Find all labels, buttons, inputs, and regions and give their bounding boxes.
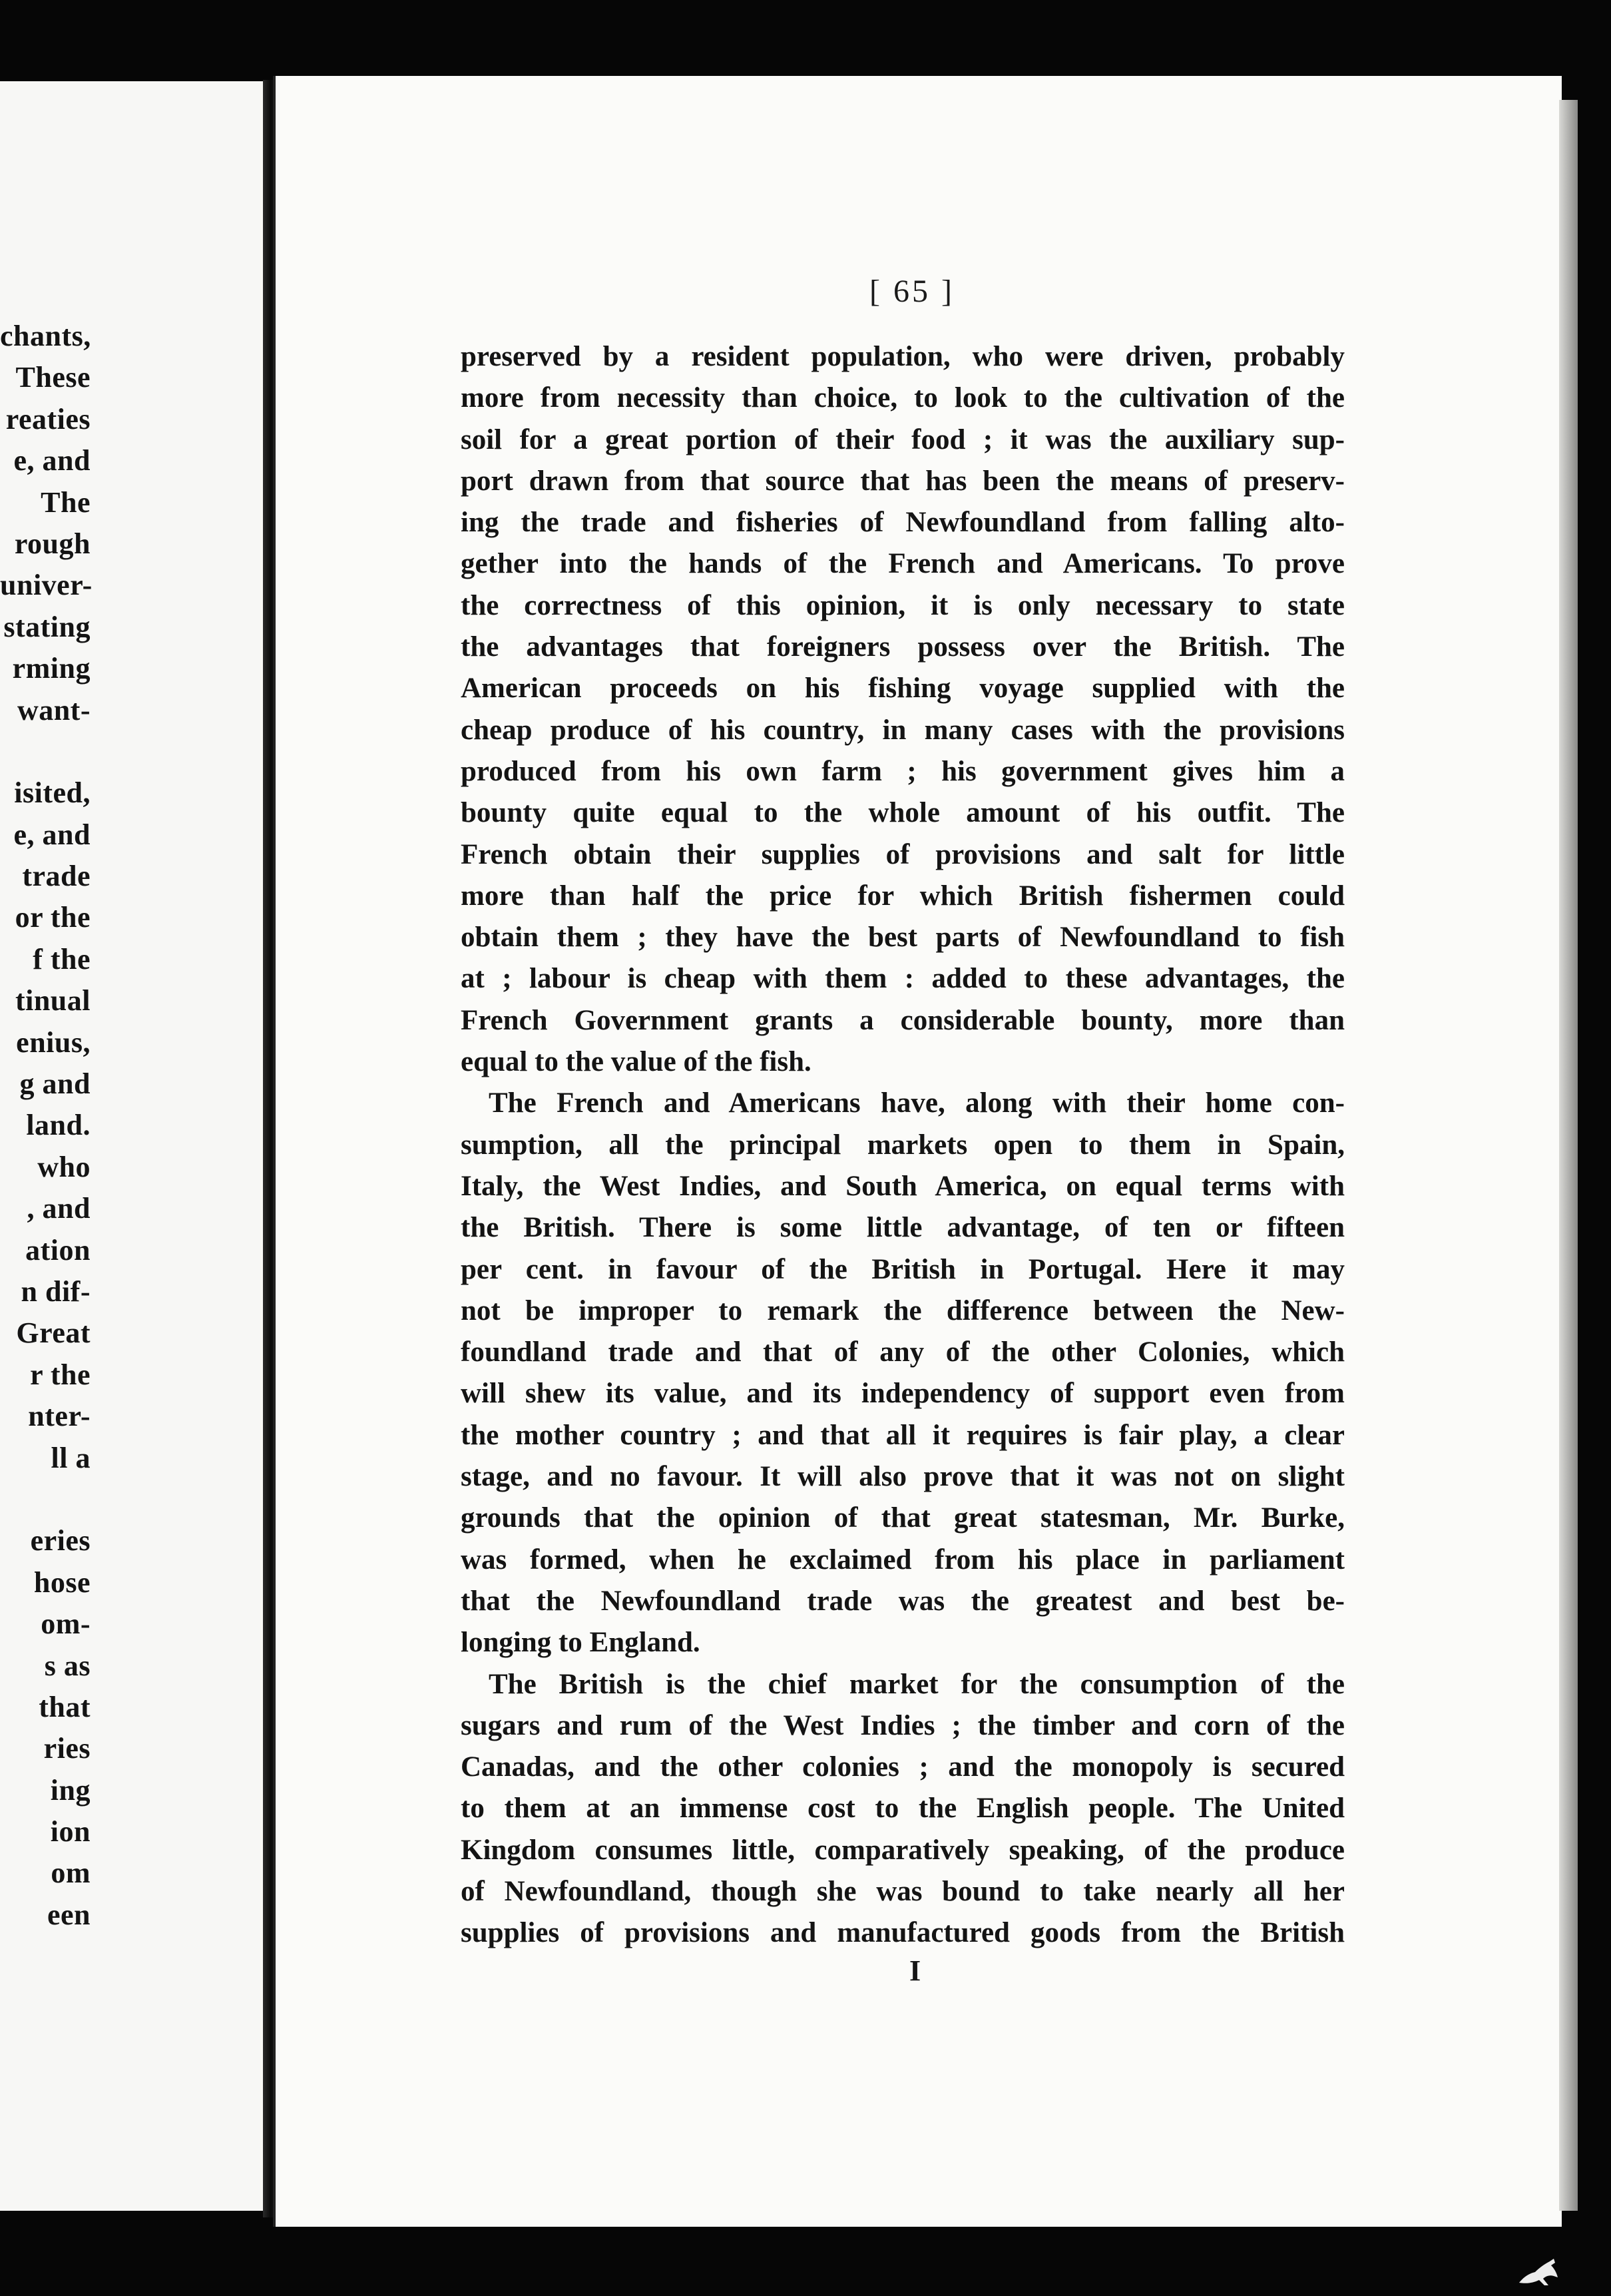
left-line: ation	[25, 1233, 91, 1267]
body-line: grounds that the opinion of that great statesman, Mr. Burke,	[461, 1502, 1345, 1534]
body-line: to them at an immense cost to the English people. The United	[461, 1793, 1345, 1825]
left-line: r the	[30, 1358, 91, 1391]
body-line: port drawn from that source that has been the means of preserv-	[461, 465, 1345, 497]
left-line: enius,	[16, 1025, 91, 1059]
body-line: gether into the hands of the French and Americans. To prove	[461, 548, 1345, 580]
left-line: ing	[50, 1773, 91, 1807]
left-line: land.	[26, 1109, 91, 1142]
left-line: om-	[41, 1607, 91, 1641]
left-line: These	[15, 361, 91, 394]
body-line: that the Newfoundland trade was the greatest and best be-	[461, 1585, 1345, 1617]
left-line: ries	[43, 1732, 91, 1765]
left-line: trade	[22, 860, 91, 893]
left-line: e, and	[13, 444, 91, 477]
left-line: rough	[14, 527, 91, 560]
body-line: obtain them ; they have the best parts of Newfoundland to fish	[461, 922, 1345, 954]
left-line: ion	[50, 1815, 91, 1849]
body-line: Kingdom consumes little, comparatively speaking, of the produce	[461, 1834, 1345, 1866]
body-line: not be improper to remark the difference between the New-	[461, 1294, 1345, 1326]
body-text	[461, 336, 1345, 1954]
body-line: per cent. in favour of the British in Portugal. Here it may	[461, 1253, 1345, 1285]
left-line: eries	[30, 1524, 91, 1558]
kangaroo-logo-icon	[1515, 2256, 1562, 2288]
body-line: foundland trade and that of any of the other Colonies, which	[461, 1336, 1345, 1368]
signature-mark: I	[909, 1954, 921, 1987]
left-line: n dif-	[21, 1275, 91, 1308]
left-line: who	[37, 1150, 91, 1183]
left-line: The	[41, 485, 91, 519]
body-line: Italy, the West Indies, and South America, on equal terms with	[461, 1170, 1345, 1202]
body-line: bounty quite equal to the whole amount of his outfit. The	[461, 797, 1345, 829]
body-line: longing to England.	[461, 1627, 700, 1659]
body-line: French Government grants a considerable bounty, more than	[461, 1004, 1345, 1036]
left-line: Great	[16, 1316, 91, 1350]
body-line: more than half the price for which British fishermen could	[461, 880, 1345, 912]
body-line: Canadas, and the other colonies ; and the monopoly is secured	[461, 1751, 1345, 1783]
body-line: equal to the value of the fish.	[461, 1046, 811, 1078]
body-line: ing the trade and fisheries of Newfoundland from falling alto-	[461, 507, 1345, 539]
left-line: hose	[33, 1566, 91, 1599]
left-line: nter-	[28, 1400, 91, 1433]
left-line: rming	[12, 652, 91, 685]
body-line: American proceeds on his fishing voyage supplied with the	[461, 673, 1345, 705]
left-line	[0, 731, 91, 772]
left-line: tinual	[15, 984, 91, 1017]
left-line: e, and	[13, 818, 91, 851]
left-line: reaties	[5, 402, 91, 435]
left-line	[0, 1479, 91, 1520]
body-line: at ; labour is cheap with them : added to these advantages, the	[461, 963, 1345, 995]
body-line: was formed, when he exclaimed from his place in parliament	[461, 1544, 1345, 1576]
left-page	[0, 81, 263, 2211]
body-line: more from necessity than choice, to look to the cultivation of the	[461, 382, 1345, 414]
left-line: om	[51, 1857, 91, 1890]
body-line: The British is the chief market for the consumption of the	[489, 1668, 1345, 1700]
left-line: f the	[33, 942, 91, 976]
body-line: the British. There is some little advantage, of ten or fifteen	[461, 1212, 1345, 1244]
left-line: ll a	[51, 1441, 91, 1474]
page-edge	[1559, 100, 1578, 2211]
left-line: univer-	[0, 569, 93, 602]
body-line: of Newfoundland, though she was bound to take nearly all her	[461, 1875, 1345, 1907]
left-line: want-	[17, 693, 91, 726]
page-number: [ 65 ]	[869, 274, 955, 309]
left-line: stating	[3, 610, 91, 643]
body-line: supplies of provisions and manufactured goods from the British	[461, 1917, 1345, 1949]
body-line: sugars and rum of the West Indies ; the timber and corn of the	[461, 1709, 1345, 1741]
left-line: isited,	[14, 776, 91, 810]
body-line: soil for a great portion of their food ; it was the auxiliary sup-	[461, 424, 1345, 455]
left-line: een	[47, 1898, 91, 1931]
body-line: produced from his own farm ; his government gives him a	[461, 755, 1345, 787]
left-line: or the	[15, 901, 91, 934]
left-line: g and	[19, 1067, 91, 1101]
body-line: sumption, all the principal markets open to them in Spain,	[461, 1129, 1345, 1161]
left-line: , and	[27, 1192, 91, 1225]
body-line: French obtain their supplies of provisions and salt for little	[461, 838, 1345, 870]
left-line: s as	[44, 1649, 91, 1682]
body-line: The French and Americans have, along with their home con-	[489, 1087, 1345, 1119]
body-line: preserved by a resident population, who were driven, probably	[461, 341, 1345, 372]
body-line: will shew its value, and its independency of support even from	[461, 1378, 1345, 1410]
body-line: cheap produce of his country, in many cases with the provisions	[461, 714, 1345, 746]
body-line: the mother country ; and that all it requires is fair play, a clear	[461, 1419, 1345, 1451]
left-line: chants,	[0, 320, 91, 352]
body-line: the advantages that foreigners possess over the British. The	[461, 631, 1345, 663]
body-line: the correctness of this opinion, it is only necessary to state	[461, 589, 1345, 621]
body-line: stage, and no favour. It will also prove that it was not on slight	[461, 1461, 1345, 1493]
left-page-text	[0, 316, 91, 1936]
left-line: that	[39, 1690, 91, 1723]
